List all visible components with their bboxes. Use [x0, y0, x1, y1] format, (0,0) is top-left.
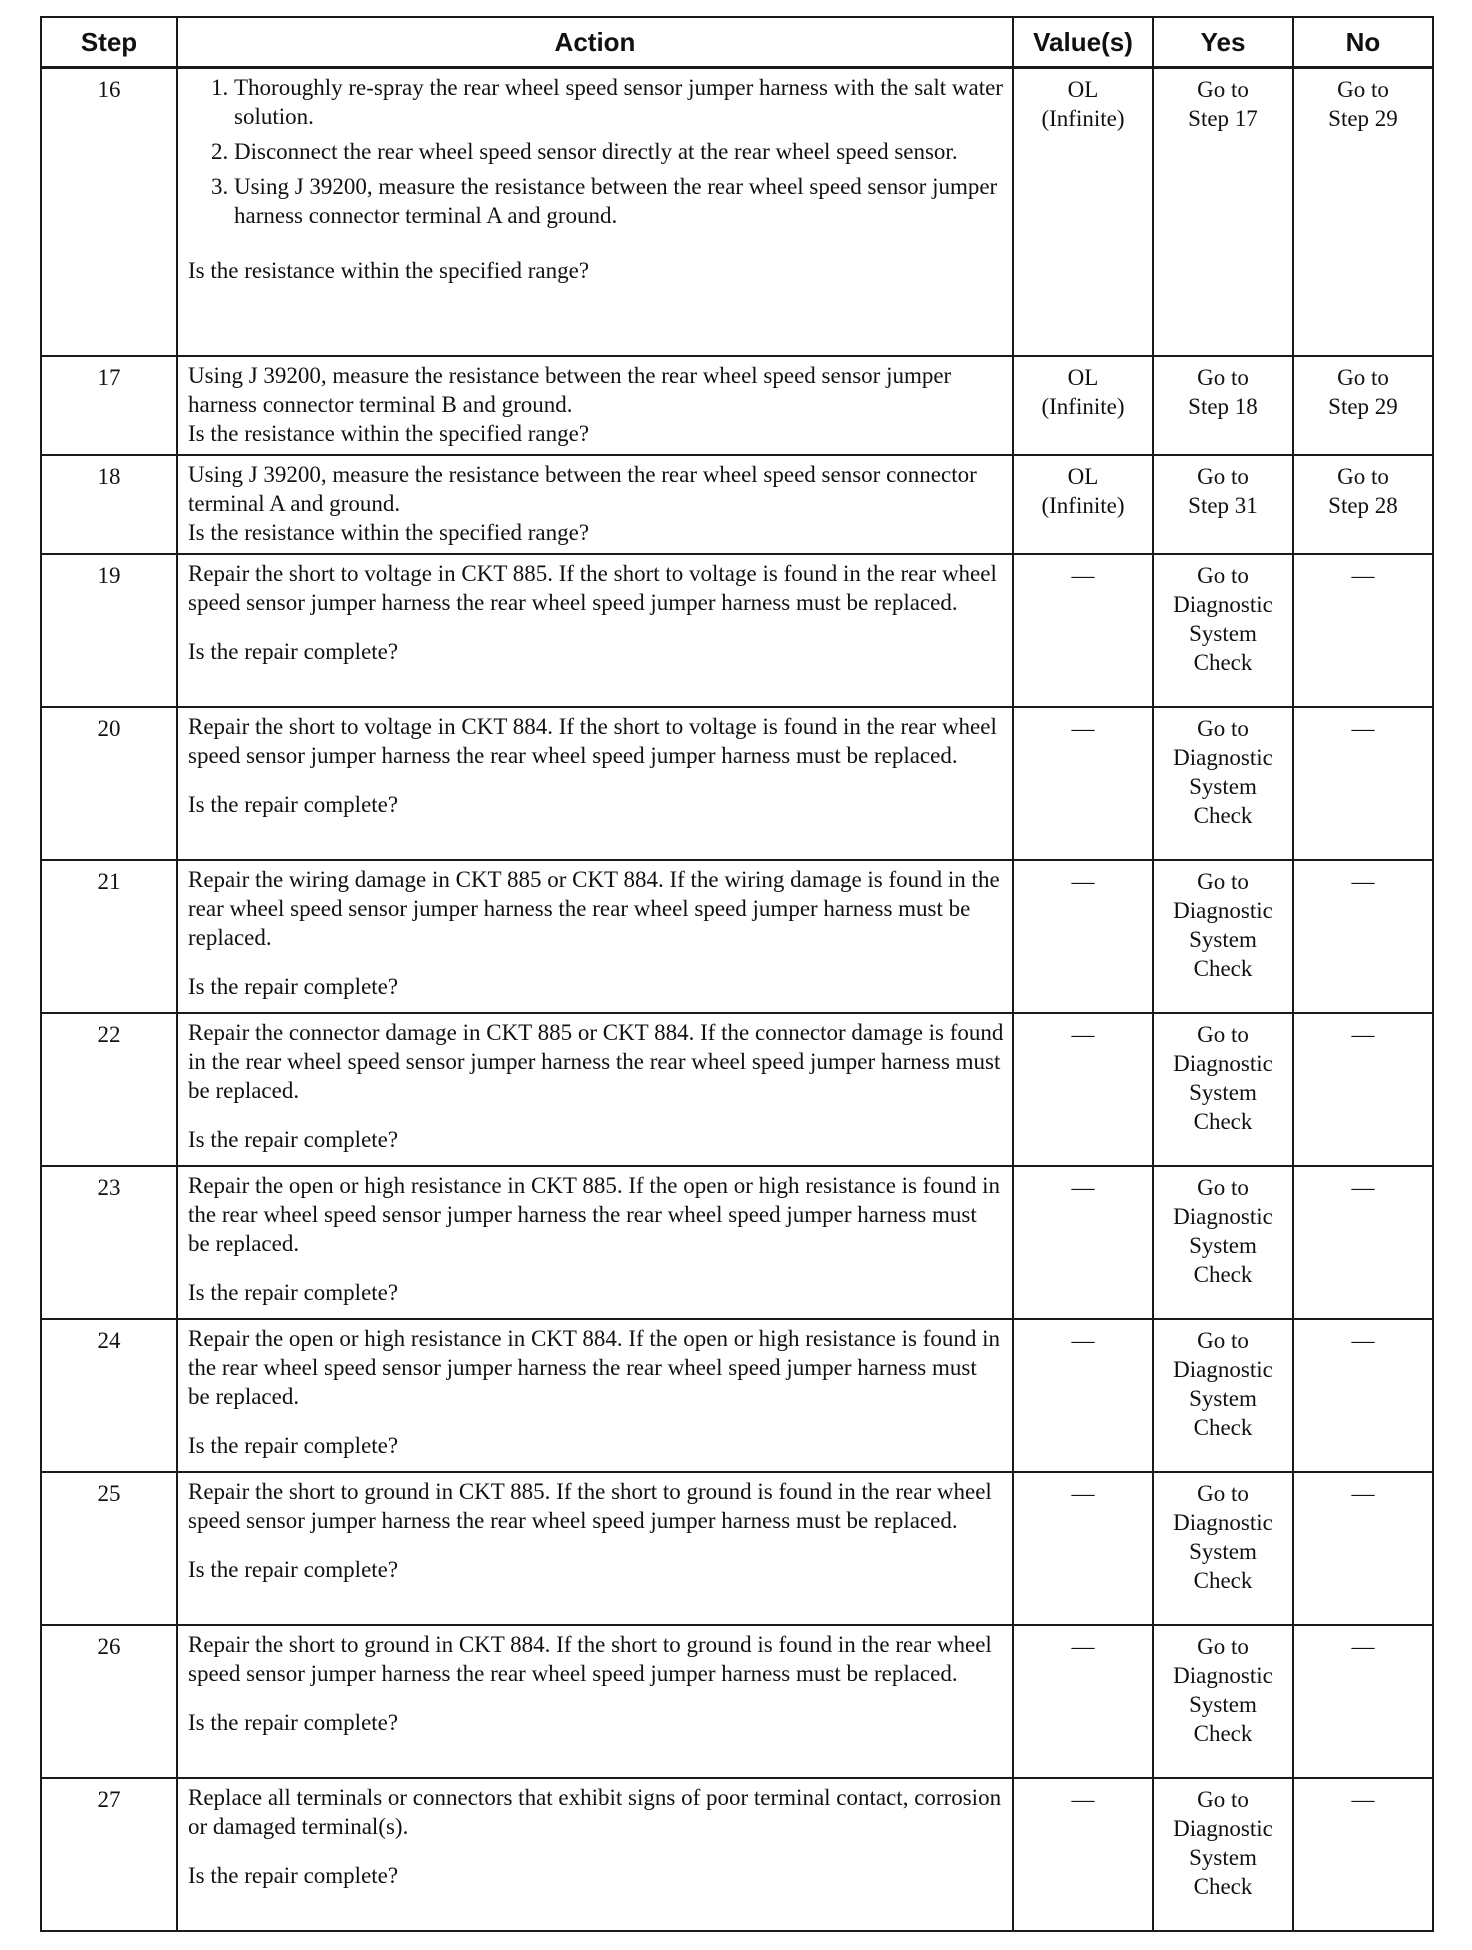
table-row [41, 1778, 1433, 1931]
action-text: Using J 39200, measure the resistance between the rear wheel speed sensor jumper harness connector terminal B and ground. [188, 362, 952, 417]
no-cell: — [1293, 1472, 1433, 1625]
yes-text: Diagnostic [1173, 744, 1273, 770]
no-cell: — [1293, 1013, 1433, 1166]
value-cell: — [1013, 1778, 1153, 1931]
yes-text: Go to [1197, 77, 1249, 102]
table-row [41, 1013, 1433, 1166]
action-cell [177, 356, 1013, 455]
yes-text: Diagnostic [1173, 1356, 1273, 1382]
yes-text: Diagnostic [1173, 1509, 1273, 1535]
yes-text: Go to [1197, 1327, 1249, 1353]
value-text: (Infinite) [1041, 393, 1125, 419]
action-text: Repair the connector damage in CKT 885 or CKT 884. If the connector damage is found in the rear wheel speed sensor jumper harness the rear wheel speed jumper harness must be replaced. [188, 1019, 1004, 1103]
value-text: OL [1067, 77, 1099, 102]
action-question: Is the resistance within the specified range? [188, 258, 590, 283]
yes-text: Go to [1197, 715, 1249, 741]
action-text: Using J 39200, measure the resistance between the rear wheel speed sensor connector terminal A and ground. [188, 461, 977, 516]
table-row [41, 1625, 1433, 1778]
diagnostic-table [40, 16, 1434, 1932]
value-cell: — [1013, 1166, 1153, 1319]
substep: 3. Using J 39200, measure the resistance between the rear wheel speed sensor jumper harness connector terminal A and ground. [234, 172, 1004, 230]
table-row [41, 707, 1433, 860]
yes-text: Diagnostic [1173, 1050, 1273, 1076]
yes-text: Step 17 [1188, 106, 1258, 131]
yes-text: Go to [1197, 1021, 1249, 1047]
action-text: Repair the short to ground in CKT 885. If the short to ground is found in the rear wheel speed sensor jumper harness the rear wheel speed jumper harness must be replaced. [188, 1478, 992, 1533]
yes-text: Go to [1197, 1480, 1249, 1506]
value-text: (Infinite) [1041, 106, 1125, 131]
yes-cell [1153, 356, 1293, 455]
table-row [41, 554, 1433, 707]
header-yes: Yes [1153, 17, 1293, 68]
yes-text: Diagnostic [1173, 897, 1273, 923]
table-row [41, 860, 1433, 1013]
no-cell: — [1293, 1319, 1433, 1472]
yes-cell [1153, 455, 1293, 554]
yes-text: System [1189, 773, 1257, 799]
action-question: Is the resistance within the specified range? [188, 519, 590, 545]
action-cell [177, 1778, 1013, 1931]
value-cell: — [1013, 1319, 1153, 1472]
yes-text: Step 31 [1188, 492, 1258, 518]
yes-cell [1153, 860, 1293, 1013]
yes-text: Check [1193, 649, 1253, 675]
action-question: Is the repair complete? [188, 1126, 399, 1152]
yes-text: System [1189, 1538, 1257, 1564]
no-text: Step 29 [1328, 106, 1398, 131]
yes-text: Diagnostic [1173, 591, 1273, 617]
action-question: Is the repair complete? [188, 1279, 399, 1305]
no-cell [1293, 356, 1433, 455]
action-question: Is the repair complete? [188, 1709, 399, 1735]
value-cell: — [1013, 1472, 1153, 1625]
yes-text: System [1189, 1385, 1257, 1411]
header-action: Action [177, 17, 1013, 68]
no-cell [1293, 455, 1433, 554]
value-text: OL [1067, 463, 1099, 489]
action-text: Repair the open or high resistance in CKT 884. If the open or high resistance is found in the rear wheel speed sensor jumper harness the rear wheel speed jumper harness must be replaced. [188, 1325, 1001, 1409]
table-row [41, 356, 1433, 455]
no-cell: — [1293, 1625, 1433, 1778]
action-text: Replace all terminals or connectors that exhibit signs of poor terminal contact, corrosion or damaged terminal(s). [188, 1784, 1002, 1839]
yes-text: Diagnostic [1173, 1815, 1273, 1841]
action-question: Is the repair complete? [188, 1556, 399, 1582]
no-cell: — [1293, 1778, 1433, 1931]
no-text: Go to [1337, 77, 1389, 102]
no-text: Go to [1337, 463, 1389, 489]
step-number: 25 [41, 1472, 177, 1625]
yes-cell [1153, 1625, 1293, 1778]
yes-cell [1153, 68, 1293, 356]
step-number: 21 [41, 860, 177, 1013]
value-cell: — [1013, 860, 1153, 1013]
action-question: Is the repair complete? [188, 1432, 399, 1458]
yes-cell [1153, 707, 1293, 860]
yes-text: Go to [1197, 562, 1249, 588]
yes-text: Diagnostic [1173, 1203, 1273, 1229]
substep: 1. Thoroughly re-spray the rear wheel speed sensor jumper harness with the salt water solution. [234, 73, 1004, 131]
value-cell: — [1013, 554, 1153, 707]
action-cell [177, 1166, 1013, 1319]
header-no: No [1293, 17, 1433, 68]
action-cell [177, 1319, 1013, 1472]
yes-text: Diagnostic [1173, 1662, 1273, 1688]
substep-list [188, 73, 1004, 236]
yes-text: Go to [1197, 1786, 1249, 1812]
table-row [41, 455, 1433, 554]
yes-text: Go to [1197, 1633, 1249, 1659]
yes-text: Check [1193, 802, 1253, 828]
no-cell: — [1293, 707, 1433, 860]
yes-text: System [1189, 1844, 1257, 1870]
yes-text: Go to [1197, 463, 1249, 489]
value-text: (Infinite) [1041, 492, 1125, 518]
value-cell: — [1013, 1625, 1153, 1778]
yes-cell [1153, 1778, 1293, 1931]
yes-text: Check [1193, 1873, 1253, 1899]
action-cell [177, 860, 1013, 1013]
step-number: 27 [41, 1778, 177, 1931]
action-text: Repair the open or high resistance in CKT 885. If the open or high resistance is found in the rear wheel speed sensor jumper harness the rear wheel speed jumper harness must be replaced. [188, 1172, 1001, 1256]
yes-text: Check [1193, 1414, 1253, 1440]
no-cell: — [1293, 1166, 1433, 1319]
action-cell [177, 1472, 1013, 1625]
yes-cell [1153, 1166, 1293, 1319]
table-row [41, 1166, 1433, 1319]
yes-text: Go to [1197, 364, 1249, 390]
value-cell: — [1013, 1013, 1153, 1166]
yes-text: System [1189, 1079, 1257, 1105]
table-row [41, 1319, 1433, 1472]
action-text: Repair the short to voltage in CKT 885. If the short to voltage is found in the rear wheel speed sensor jumper harness the rear wheel speed jumper harness must be replaced. [188, 560, 997, 615]
step-number: 24 [41, 1319, 177, 1472]
header-values: Value(s) [1013, 17, 1153, 68]
action-question: Is the resistance within the specified range? [188, 420, 590, 446]
action-text: Repair the short to voltage in CKT 884. If the short to voltage is found in the rear wheel speed sensor jumper harness the rear wheel speed jumper harness must be replaced. [188, 713, 997, 768]
action-cell [177, 1625, 1013, 1778]
step-number: 23 [41, 1166, 177, 1319]
yes-text: System [1189, 926, 1257, 952]
yes-cell [1153, 1472, 1293, 1625]
action-text: Repair the short to ground in CKT 884. If the short to ground is found in the rear wheel speed sensor jumper harness the rear wheel speed jumper harness must be replaced. [188, 1631, 992, 1686]
yes-text: Check [1193, 1567, 1253, 1593]
step-number: 16 [41, 68, 177, 356]
yes-cell [1153, 1013, 1293, 1166]
value-cell [1013, 68, 1153, 356]
yes-text: System [1189, 1691, 1257, 1717]
header-step: Step [41, 17, 177, 68]
action-cell [177, 68, 1013, 356]
value-cell: — [1013, 707, 1153, 860]
action-cell [177, 455, 1013, 554]
no-text: Step 29 [1328, 393, 1398, 419]
action-question: Is the repair complete? [188, 638, 399, 664]
no-text: Go to [1337, 364, 1389, 390]
value-text: OL [1067, 364, 1099, 390]
yes-text: Check [1193, 1108, 1253, 1134]
yes-text: Check [1193, 1720, 1253, 1746]
yes-text: System [1189, 620, 1257, 646]
value-cell [1013, 455, 1153, 554]
step-number: 26 [41, 1625, 177, 1778]
yes-text: Check [1193, 955, 1253, 981]
step-number: 20 [41, 707, 177, 860]
step-number: 22 [41, 1013, 177, 1166]
header-row [41, 17, 1433, 68]
step-number: 18 [41, 455, 177, 554]
action-cell [177, 707, 1013, 860]
yes-text: Check [1193, 1261, 1253, 1287]
action-question: Is the repair complete? [188, 973, 399, 999]
table-row [41, 1472, 1433, 1625]
step-number: 19 [41, 554, 177, 707]
action-text: Repair the wiring damage in CKT 885 or CKT 884. If the wiring damage is found in the rear wheel speed sensor jumper harness the rear wheel speed jumper harness must be replaced. [188, 866, 1000, 950]
action-question: Is the repair complete? [188, 791, 399, 817]
no-text: Step 28 [1328, 492, 1398, 518]
yes-text: System [1189, 1232, 1257, 1258]
value-cell [1013, 356, 1153, 455]
no-cell: — [1293, 860, 1433, 1013]
yes-cell [1153, 554, 1293, 707]
no-cell: — [1293, 554, 1433, 707]
action-cell [177, 554, 1013, 707]
action-cell [177, 1013, 1013, 1166]
no-cell [1293, 68, 1433, 356]
substep: 2. Disconnect the rear wheel speed sensor directly at the rear wheel speed sensor. [234, 137, 1004, 166]
yes-text: Go to [1197, 1174, 1249, 1200]
table-row [41, 68, 1433, 356]
step-number: 17 [41, 356, 177, 455]
yes-text: Step 18 [1188, 393, 1258, 419]
action-question: Is the repair complete? [188, 1862, 399, 1888]
yes-text: Go to [1197, 868, 1249, 894]
yes-cell [1153, 1319, 1293, 1472]
